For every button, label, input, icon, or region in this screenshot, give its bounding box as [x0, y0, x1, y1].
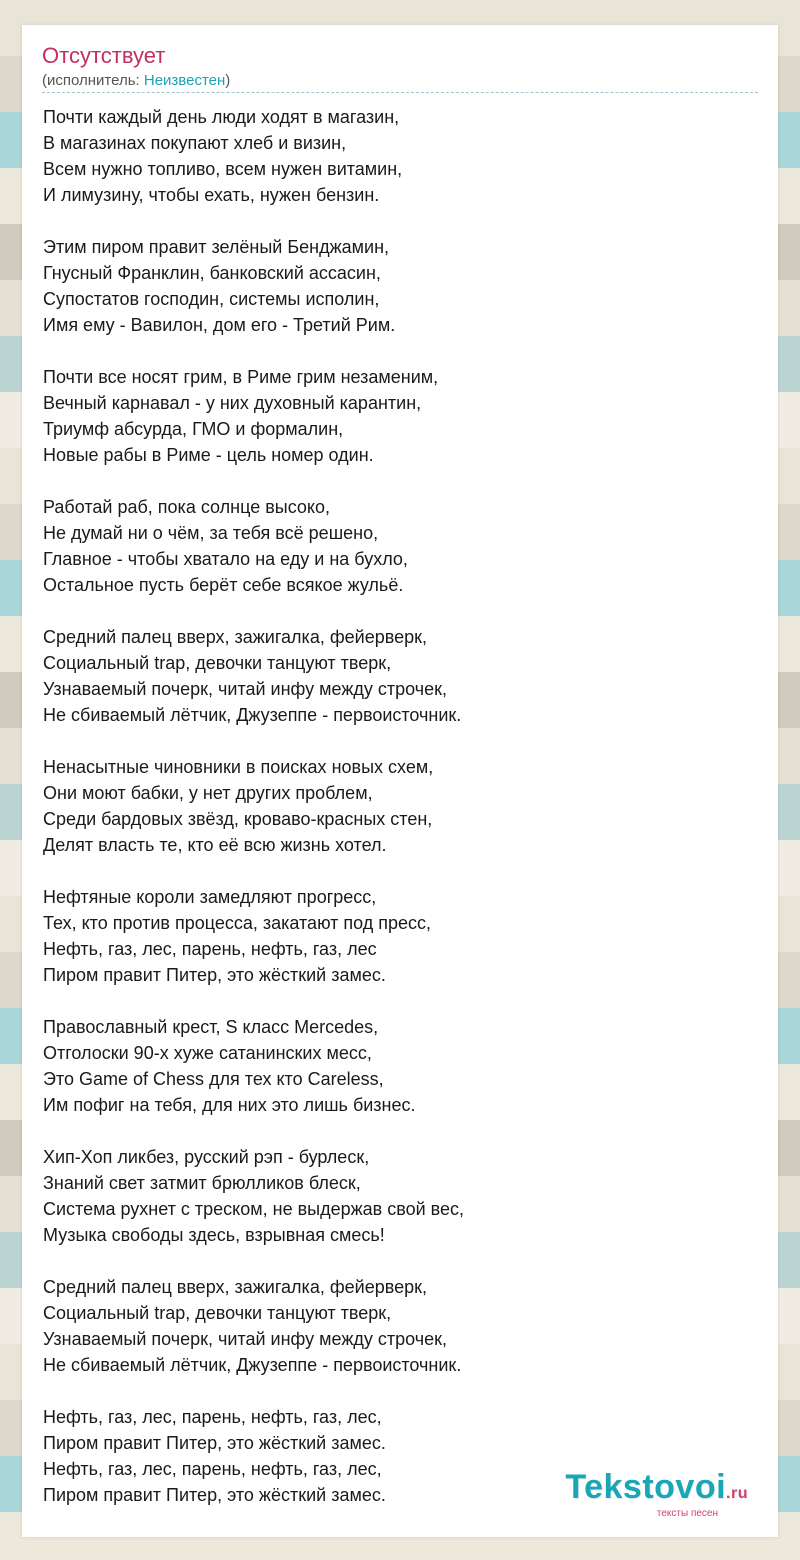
lyric-line: Работай раб, пока солнце высоко,	[43, 497, 331, 517]
lyric-line: Главное - чтобы хватало на еду и на бухло,	[43, 549, 408, 569]
site-logo[interactable]	[565, 1470, 748, 1519]
stanza	[43, 1274, 763, 1378]
header-divider	[42, 92, 758, 93]
lyric-line: В магазинах покупают хлеб и визин,	[43, 133, 347, 153]
logo-tagline: тексты песен	[656, 1508, 718, 1519]
lyric-line: Пиром правит Питер, это жёсткий замес.	[43, 965, 386, 985]
logo-name: Tekstovoi	[565, 1468, 727, 1506]
lyric-line: Всем нужно топливо, всем нужен витамин,	[43, 159, 403, 179]
stanza	[43, 754, 763, 858]
lyric-line: Узнаваемый почерк, читай инфу между строчек,	[43, 679, 448, 699]
lyric-line: Почти каждый день люди ходят в магазин,	[43, 107, 400, 127]
lyric-line: И лимузину, чтобы ехать, нужен бензин.	[43, 185, 380, 205]
lyric-line: Почти все носят грим, в Риме грим незаменим,	[43, 367, 439, 387]
lyric-line: Ненасытные чиновники в поисках новых схем,	[43, 757, 434, 777]
lyric-line: Музыка свободы здесь, взрывная смесь!	[43, 1225, 385, 1245]
lyrics-card	[22, 25, 778, 1537]
song-title: Отсутствует	[42, 43, 166, 68]
lyric-line: Имя ему - Вавилон, дом его - Третий Рим.	[43, 315, 396, 335]
lyric-line: Супостатов господин, системы исполин,	[43, 289, 380, 309]
stanza	[43, 494, 763, 598]
stanza	[43, 1144, 763, 1248]
lyric-line: Они моют бабки, у нет других проблем,	[43, 783, 373, 803]
lyric-line: Хип-Хоп ликбез, русский рэп - бурлеск,	[43, 1147, 370, 1167]
lyric-line: Не сбиваемый лётчик, Джузеппе - первоисточник.	[43, 1355, 462, 1375]
artist-suffix: )	[225, 72, 231, 89]
lyric-line: Вечный карнавал - у них духовный карантин,	[43, 393, 422, 413]
stanza	[43, 104, 763, 208]
artist-prefix: (исполнитель:	[42, 72, 144, 89]
lyric-line: Православный крест, S класс Mercedes,	[43, 1017, 379, 1037]
lyric-line: Среди бардовых звёзд, кроваво-красных стен,	[43, 809, 433, 829]
lyric-line: Это Game of Chess для тех кто Careless,	[43, 1069, 384, 1089]
lyric-line: Тех, кто против процесса, закатают под пресс,	[43, 913, 432, 933]
lyric-line: Им пофиг на тебя, для них это лишь бизнес.	[43, 1095, 416, 1115]
stanza	[43, 884, 763, 988]
lyric-line: Гнусный Франклин, банковский ассасин,	[43, 263, 381, 283]
stanza	[43, 1014, 763, 1118]
artist-link[interactable]: Неизвестен	[143, 72, 226, 89]
logo-tld: .ru	[726, 1485, 748, 1502]
lyrics-text	[43, 104, 763, 1534]
lyric-line: Система рухнет с треском, не выдержав свой вес,	[43, 1199, 465, 1219]
lyric-line: Нефтяные короли замедляют прогресс,	[43, 887, 377, 907]
lyric-line: Нефть, газ, лес, парень, нефть, газ, лес	[43, 939, 377, 959]
stanza	[43, 364, 763, 468]
lyric-line: Узнаваемый почерк, читай инфу между строчек,	[43, 1329, 448, 1349]
stanza	[43, 234, 763, 338]
lyric-line: Новые рабы в Риме - цель номер один.	[43, 445, 374, 465]
lyric-line: Средний палец вверх, зажигалка, фейерверк,	[43, 1277, 427, 1297]
lyric-line: Нефть, газ, лес, парень, нефть, газ, лес,	[43, 1459, 382, 1479]
lyric-line: Отголоски 90-х хуже сатанинских месс,	[43, 1043, 372, 1063]
stanza	[43, 624, 763, 728]
lyric-line: Остальное пусть берёт себе всякое жульё.	[43, 575, 404, 595]
lyric-line: Социальный trap, девочки танцуют тверк,	[43, 1303, 392, 1323]
lyric-line: Триумф абсурда, ГМО и формалин,	[43, 419, 344, 439]
lyric-line: Пиром правит Питер, это жёсткий замес.	[43, 1433, 386, 1453]
lyric-line: Нефть, газ, лес, парень, нефть, газ, лес,	[43, 1407, 382, 1427]
lyric-line: Не сбиваемый лётчик, Джузеппе - первоисточник.	[43, 705, 462, 725]
lyric-line: Этим пиром правит зелёный Бенджамин,	[43, 237, 390, 257]
lyric-line: Знаний свет затмит брюлликов блеск,	[43, 1173, 361, 1193]
lyric-line: Не думай ни о чём, за тебя всё решено,	[43, 523, 379, 543]
lyric-line: Социальный trap, девочки танцуют тверк,	[43, 653, 392, 673]
lyric-line: Пиром правит Питер, это жёсткий замес.	[43, 1485, 386, 1505]
lyric-line: Средний палец вверх, зажигалка, фейерверк,	[43, 627, 427, 647]
lyric-line: Делят власть те, кто её всю жизнь хотел.	[43, 835, 387, 855]
artist-line	[42, 72, 230, 90]
